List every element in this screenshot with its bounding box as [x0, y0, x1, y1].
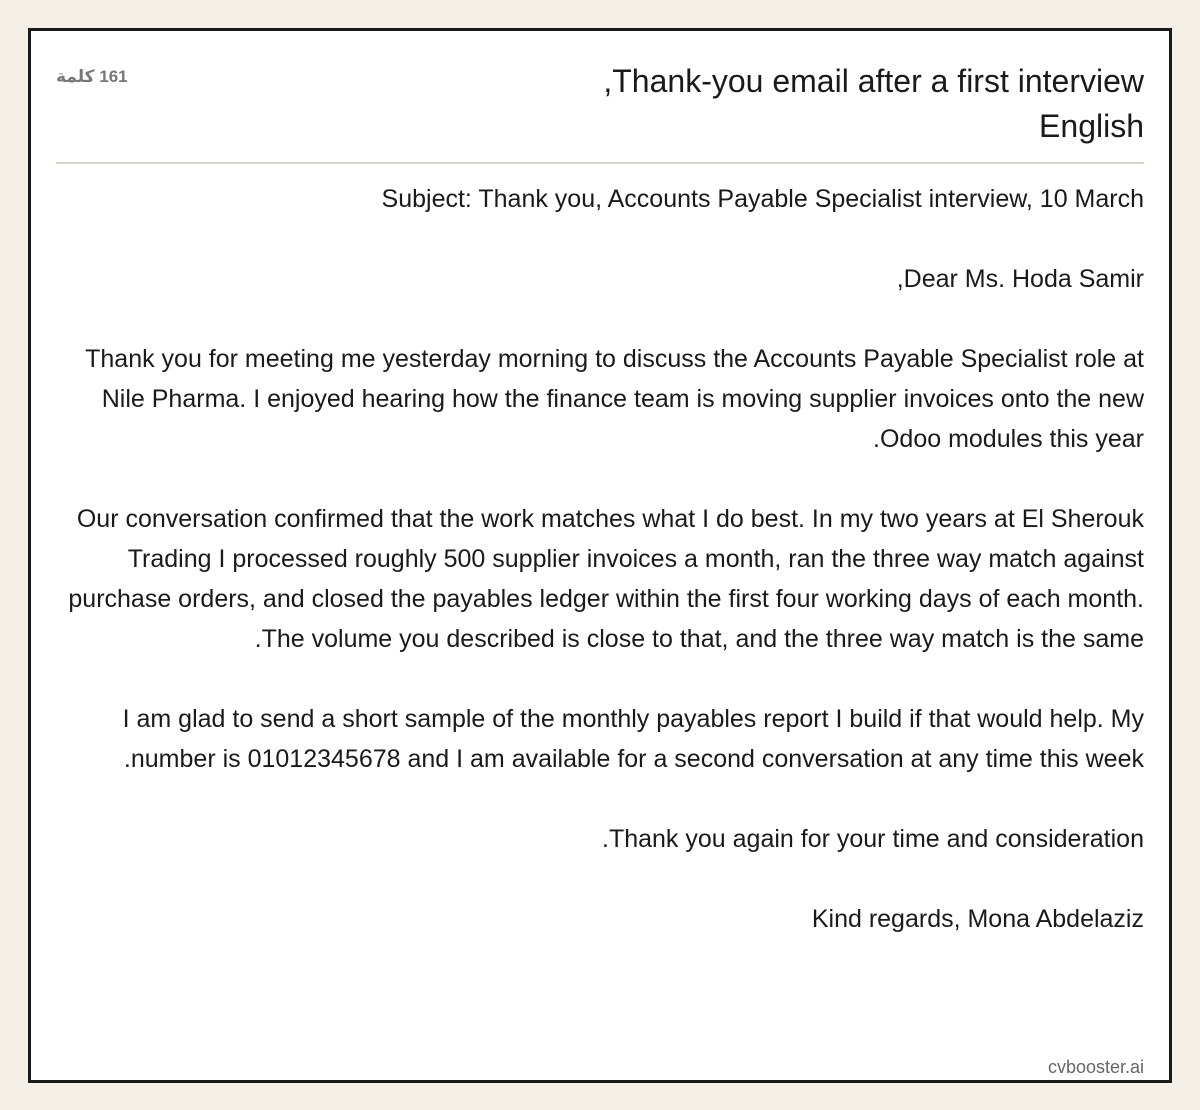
email-paragraph: Our conversation confirmed that the work matches what I do best. In my two years at El Sherouk Trading I processed roughly 500 supplier invoices a month, ran the three way match against purchase orders, and closed the payables ledger within the first four working days of each month. The volume you described is close to that, and the three way match is the same.: [68, 505, 1144, 653]
email-body: [56, 179, 1144, 939]
letter-card: [28, 28, 1172, 1083]
email-subject: Subject: Thank you, Accounts Payable Specialist interview, 10 March: [381, 185, 1144, 213]
email-signoff: Kind regards, Mona Abdelaziz: [811, 905, 1144, 933]
email-greeting: Dear Ms. Hoda Samir,: [896, 265, 1144, 293]
title-line-1: Thank-you email after a first interview,: [603, 63, 1144, 99]
word-count-badge: 161 كلمة: [56, 67, 128, 86]
email-paragraph: I am glad to send a short sample of the monthly payables report I build if that would help. My number is 01012345678 and I am available for a second conversation at any time this week.: [122, 705, 1144, 773]
email-paragraph: Thank you again for your time and consideration.: [602, 825, 1144, 853]
brand-watermark: cvbooster.ai: [1047, 1057, 1144, 1077]
letter-header: [56, 59, 1144, 164]
title-line-2: English: [1039, 108, 1144, 144]
email-paragraph: Thank you for meeting me yesterday morning to discuss the Accounts Payable Specialist role at Nile Pharma. I enjoyed hearing how the finance team is moving supplier invoices onto the new Odoo modules this year.: [85, 345, 1144, 453]
page-title: [384, 59, 1144, 149]
